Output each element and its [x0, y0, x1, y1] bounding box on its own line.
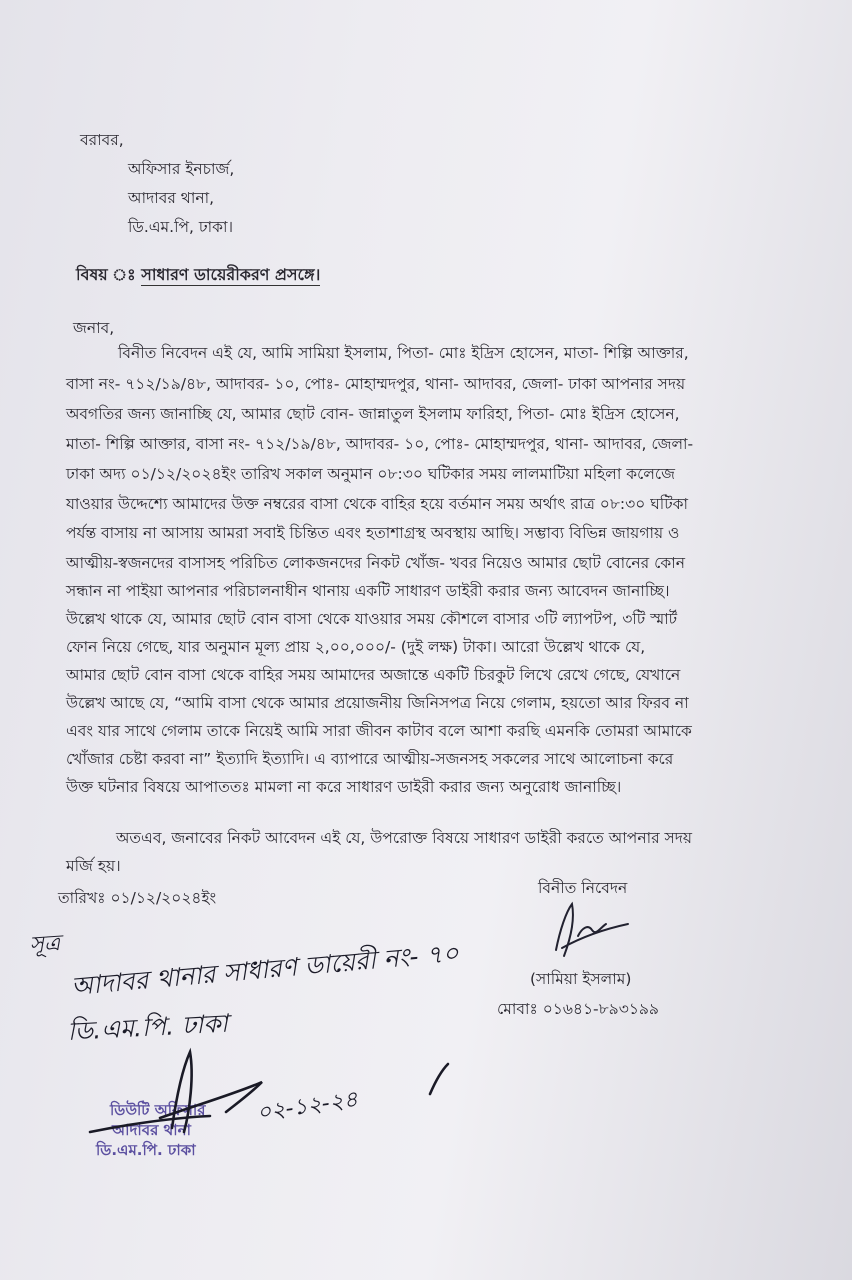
body-line: উক্ত ঘটনার বিষয়ে আপাততঃ মামলা না করে সাধারণ ডাইরী করার জন্য অনুরোধ জানাচ্ছি। — [66, 778, 622, 796]
body-line: আমার ছোট বোন বাসা থেকে বাহির সময় আমাদের অজান্তে একটি চিরকুট লিখে রেখে গেছে, যেখানে — [66, 666, 681, 684]
body-line: সন্ধান না পাইয়া আপনার পরিচালনাধীন থানায় একটি সাধারণ ডাইরী করার জন্য আবেদন জানাচ্ছি। — [66, 582, 670, 600]
handwritten-line-2: ডি.এম.পি. ঢাকা — [66, 1008, 229, 1046]
signer-mobile: মোবাঃ ০১৬৪১-৮৯৩১৯৯ — [497, 1000, 659, 1018]
subject-line — [76, 262, 320, 289]
body-line: অবগতির জন্য জানাচ্ছি যে, আমার ছোট বোন- জান্নাতুল ইসলাম ফারিহা, পিতা- মোঃ ইদ্রিস হোসেন, — [66, 405, 680, 423]
subject-text: সাধারণ ডায়েরীকরণ প্রসঙ্গে। — [141, 265, 321, 284]
closing-line: অতএব, জনাবের নিকট আবেদন এই যে, উপরোক্ত বিষয়ে সাধারণ ডাইরী করতে আপনার সদয় — [116, 829, 693, 847]
signer-signature — [556, 904, 628, 956]
salutation: জনাব, — [73, 319, 115, 337]
body-line: বিনীত নিবেদন এই যে, আমি সামিয়া ইসলাম, পিতা- মোঃ ইদ্রিস হোসেন, মাতা- শিল্পি আক্তার, — [118, 344, 689, 362]
body-line: যাওয়ার উদ্দেশ্যে আমাদের উক্ত নম্বরের বাসা থেকে বাহির হয়ে বর্তমান সময় অর্থাৎ রাত্র ০৮:৩০ ঘটিকা — [66, 495, 689, 513]
body-line: পর্যন্ত বাসায় না আসায় আমরা সবাই চিন্তিত এবং হতাশাগ্রস্থ অবস্থায় আছি। সম্ভাব্য বিভিন্ন জায়গায় ও — [66, 524, 680, 542]
handwritten-date: ০২-১২-২৪ — [255, 1087, 360, 1126]
body-line: মাতা- শিল্পি আক্তার, বাসা নং- ৭১২/১৯/৪৮, আদাবর- ১০, পোঃ- মোহাম্মদপুর, থানা- আদাবর, জেলা- — [66, 435, 694, 453]
body-line: ঢাকা অদ্য ০১/১২/২০২৪ইং তারিখ সকাল অনুমান ০৮:৩০ ঘটিকার সময় লালমাটিয়া মহিলা কলেজে — [66, 465, 675, 483]
address-line-1: অফিসার ইনচার্জ, — [128, 160, 235, 178]
police-stamp — [96, 1100, 206, 1160]
body-line: উল্লেখ থাকে যে, আমার ছোট বোন বাসা থেকে যাওয়ার সময় কৌশলে বাসার ৩টি ল্যাপটপ, ৩টি স্মার্ট — [66, 610, 678, 628]
body-line: উল্লেখ আছে যে, “আমি বাসা থেকে আমার প্রয়োজনীয় জিনিসপত্র নিয়ে গেলাম, হয়তো আর ফিরব না — [66, 694, 689, 712]
recipient-address — [80, 130, 234, 246]
closing-line: মর্জি হয়। — [66, 857, 121, 875]
signature-label: বিনীত নিবেদন — [538, 879, 628, 897]
handwritten-prefix: সূত্র — [28, 930, 62, 958]
stamp-line-1: ডিউটি অফিসার — [110, 1101, 206, 1119]
body-line: খোঁজার চেষ্টা করবা না” ইত্যাদি ইত্যাদি। এ ব্যাপারে আত্মীয়-সজনসহ সকলের সাথে আলোচনা করে — [66, 750, 674, 768]
body-line: আত্মীয়-স্বজনদের বাসাসহ পরিচিত লোকজনদের নিকট খোঁজ- খবর নিয়েও আমার ছোট বোনের কোন — [66, 554, 685, 572]
stamp-line-3: ডি.এম.পি. ঢাকা — [96, 1141, 196, 1159]
address-line-3: ডি.এম.পি, ঢাকা। — [128, 218, 234, 236]
letter-date: তারিখঃ ০১/১২/২০২৪ইং — [58, 889, 217, 907]
stamp-line-2: আদাবর থানা — [112, 1121, 191, 1139]
body-line: বাসা নং- ৭১২/১৯/৪৮, আদাবর- ১০, পোঃ- মোহাম্মদপুর, থানা- আদাবর, জেলা- ঢাকা আপনার সদয় — [66, 375, 686, 393]
signer-name: (সামিয়া ইসলাম) — [530, 970, 632, 988]
address-to: বরাবর, — [80, 131, 124, 149]
body-line: এবং যার সাথে গেলাম তাকে নিয়েই আমি সারা জীবন কাটাব বলে আশা করছি এমনকি তোমরা আমাকে — [66, 722, 692, 740]
subject-label: বিষয় ঃ — [76, 265, 136, 284]
address-line-2: আদাবর থানা, — [128, 189, 215, 207]
handwritten-line-1: আদাবর থানার সাধারণ ডায়েরী নং- ৭০ — [69, 938, 460, 1001]
body-line: ফোন নিয়ে গেছে, যার অনুমান মূল্য প্রায় ২,০০,০০০/- (দুই লক্ষ) টাকা। আরো উল্লেখ থাকে যে, — [66, 638, 646, 656]
